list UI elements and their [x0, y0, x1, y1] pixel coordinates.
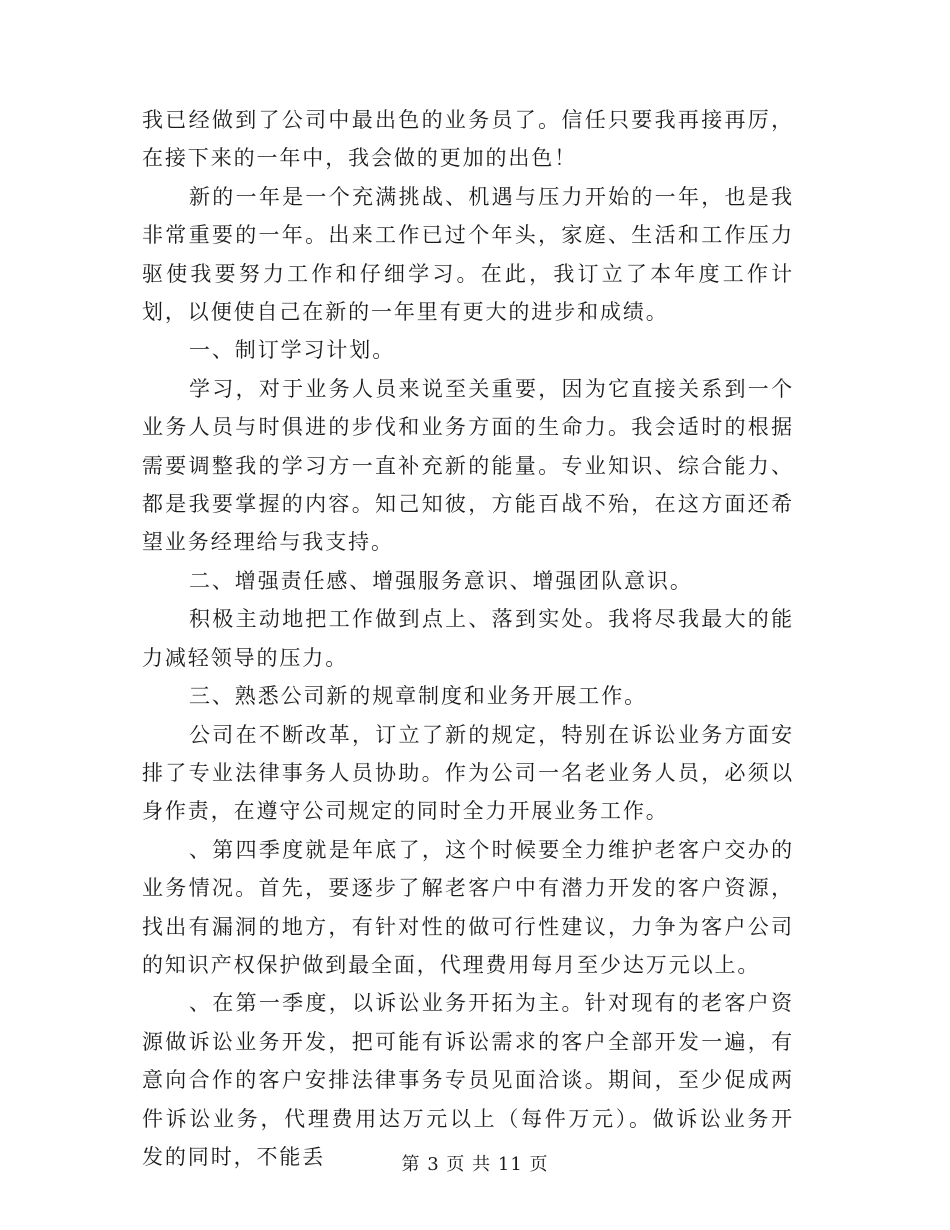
footer-suffix: 页 — [529, 1154, 549, 1175]
document-body — [142, 101, 794, 1176]
footer-middle: 页 共 — [446, 1154, 492, 1175]
paragraph-initiative: 积极主动地把工作做到点上、落到实处。我将尽我最大的能力减轻领导的压力。 — [142, 607, 794, 670]
paragraph-new-year: 新的一年是一个充满挑战、机遇与压力开始的一年，也是我非常重要的一年。出来工作已过个年头，家庭、生活和工作压力驱使我要努力工作和仔细学习。在此，我订立了本年度工作计划，以便使自己在新的一年里有更大的进步和成绩。 — [142, 184, 794, 325]
paragraph-reform: 公司在不断改革，订立了新的规定，特别在诉讼业务方面安排了专业法律事务人员协助。作为公司一名老业务人员，必须以身作责，在遵守公司规定的同时全力开展业务工作。 — [142, 722, 794, 824]
paragraph-study: 学习，对于业务人员来说至关重要，因为它直接关系到一个业务人员与时俱进的步伐和业务方面的生命力。我会适时的根据需要调整我的学习方一直补充新的能量。专业知识、综合能力、都是我要掌握的内容。知己知彼，方能百战不殆，在这方面还希望业务经理给与我支持。 — [142, 376, 794, 555]
paragraph-first-quarter: 、在第一季度，以诉讼业务开拓为主。针对现有的老客户资源做诉讼业务开发，把可能有诉讼需求的客户全部开发一遍，有意向合作的客户安排法律事务专员见面洽谈。期间，至少促成两件诉讼业务，代理费用达万元以上（每件万元）。做诉讼业务开发的同时，不能丢 — [142, 991, 794, 1169]
paragraph-continuation: 我已经做到了公司中最出色的业务员了。信任只要我再接再厉，在接下来的一年中，我会做的更加的出色！ — [142, 108, 794, 171]
page-footer — [0, 1150, 950, 1176]
section-heading-2: 二、增强责任感、增强服务意识、增强团队意识。 — [189, 568, 693, 593]
footer-total-pages: 11 — [497, 1154, 523, 1175]
section-heading-3: 三、熟悉公司新的规章制度和业务开展工作。 — [189, 684, 647, 709]
section-heading-1: 一、制订学习计划。 — [189, 338, 396, 363]
footer-prefix: 第 — [401, 1154, 421, 1175]
footer-current-page: 3 — [427, 1154, 440, 1175]
paragraph-fourth-quarter: 、第四季度就是年底了，这个时候要全力维护老客户交办的业务情况。首先，要逐步了解老客户中有潜力开发的客户资源，找出有漏洞的地方，有针对性的做可行性建议，力争为客户公司的知识产权保护做到最全面，代理费用每月至少达万元以上。 — [142, 837, 794, 977]
